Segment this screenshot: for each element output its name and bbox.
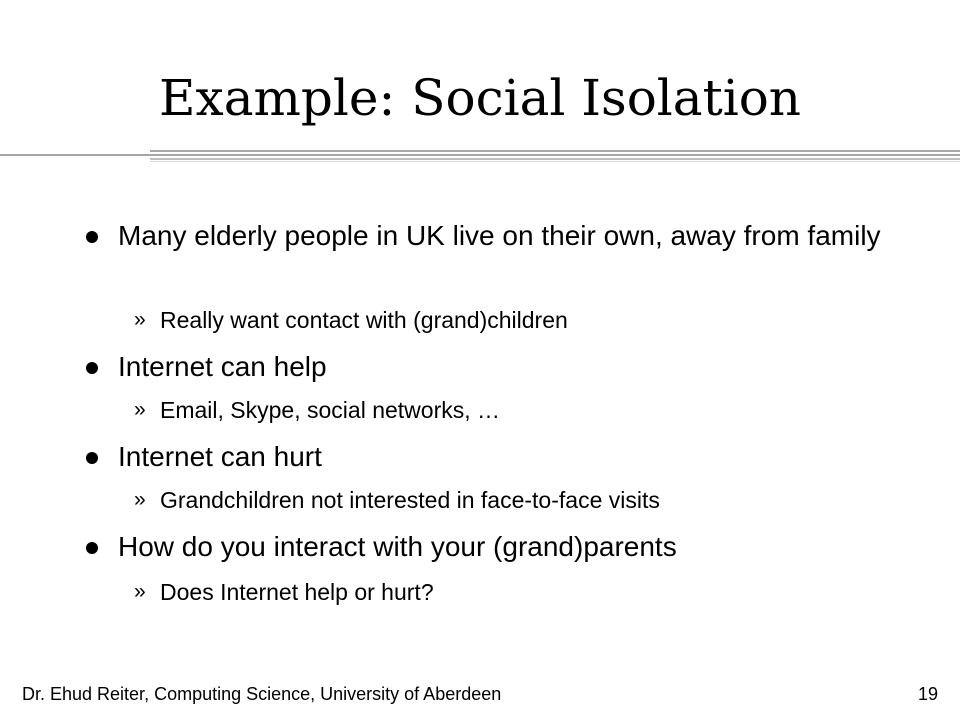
bullet-text: Many elderly people in UK live on their own, away from family bbox=[118, 220, 881, 251]
bullet-text: Internet can hurt bbox=[118, 441, 322, 472]
sub-bullet-text: Email, Skype, social networks, … bbox=[160, 397, 501, 423]
bullet-item bbox=[118, 530, 908, 564]
bullet-text: Internet can help bbox=[118, 351, 327, 382]
bullet-item bbox=[118, 440, 908, 474]
bullet-item bbox=[118, 219, 908, 253]
sub-bullet-item bbox=[134, 306, 920, 334]
page-number: 19 bbox=[917, 684, 938, 704]
sub-bullet-text: Grandchildren not interested in face-to-face visits bbox=[160, 487, 660, 513]
sub-bullet-marker-icon: » bbox=[134, 488, 146, 511]
sub-bullet-marker-icon: » bbox=[134, 308, 146, 331]
sub-bullet-text: Does Internet help or hurt? bbox=[160, 579, 434, 605]
bullet-dot-icon bbox=[86, 452, 98, 464]
sub-bullet-item bbox=[134, 486, 920, 514]
bullet-item bbox=[118, 350, 908, 384]
sub-bullet-item bbox=[134, 396, 920, 424]
sub-bullet-text: Really want contact with (grand)children bbox=[160, 307, 568, 333]
sub-bullet-marker-icon: » bbox=[134, 398, 146, 421]
bullet-dot-icon bbox=[86, 542, 98, 554]
bullet-dot-icon bbox=[86, 362, 98, 374]
bullet-dot-icon bbox=[86, 231, 98, 243]
footer-author: Dr. Ehud Reiter, Computing Science, University of Aberdeen bbox=[22, 684, 502, 704]
bullet-text: How do you interact with your (grand)parents bbox=[118, 531, 677, 562]
sub-bullet-item bbox=[134, 578, 920, 606]
sub-bullet-marker-icon: » bbox=[134, 580, 146, 603]
slide-title: Example: Social Isolation bbox=[159, 69, 801, 127]
